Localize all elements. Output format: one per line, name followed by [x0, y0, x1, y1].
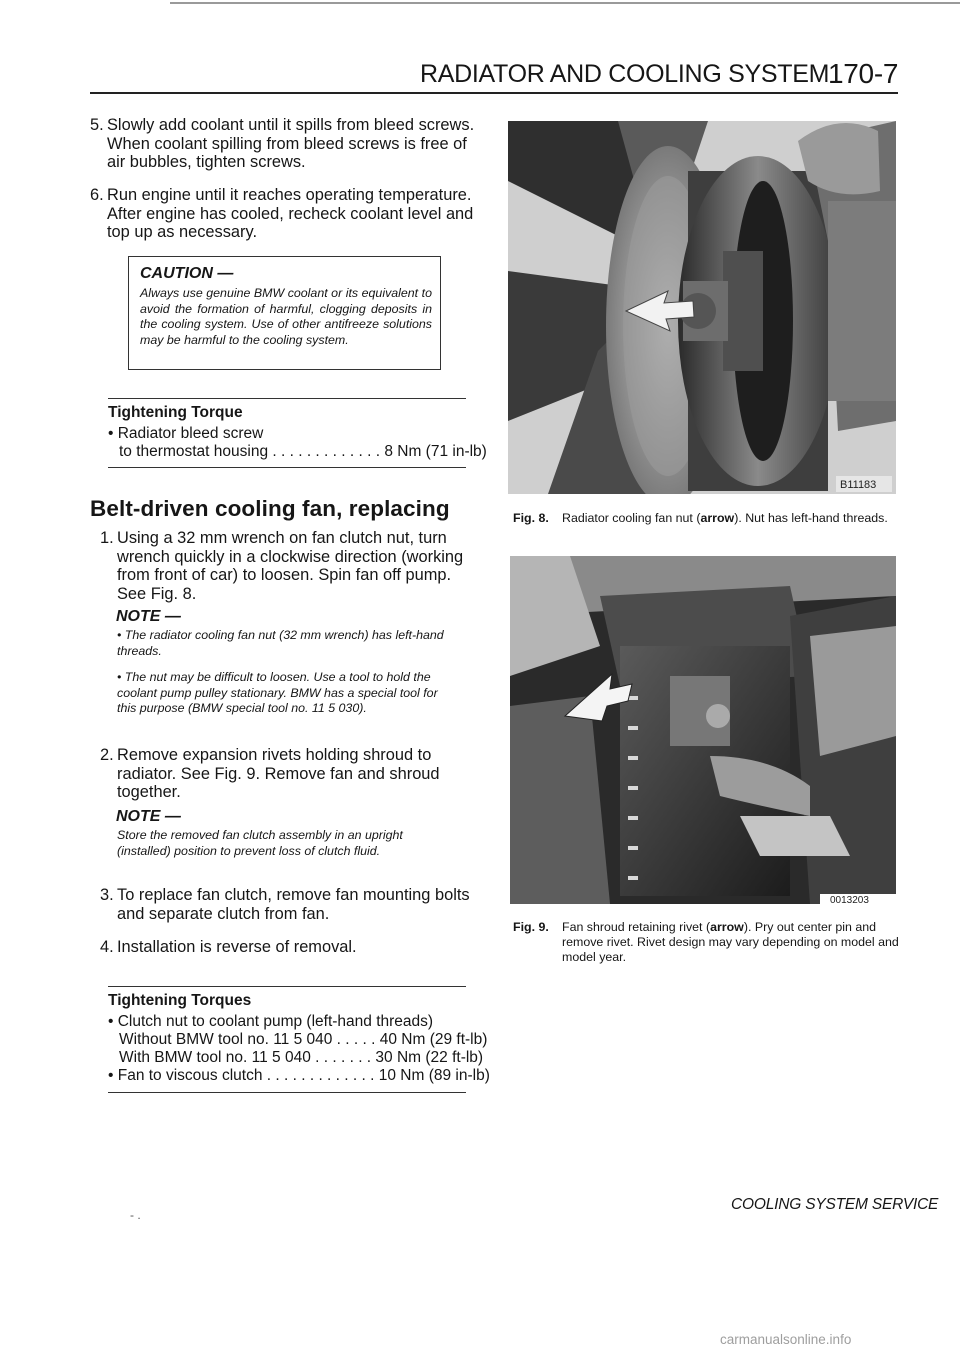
- fig8-caption: [513, 511, 903, 526]
- step-2: [100, 746, 475, 802]
- step-text: Slowly add coolant until it spills from bleed screws. When coolant spilling from bleed screws is free of air bubbles, tighten screws.: [107, 116, 475, 171]
- step-text: To replace fan clutch, remove fan mounting bolts and separate clutch from fan.: [117, 886, 470, 923]
- header-rule: [90, 92, 898, 94]
- step-number: 6.: [90, 186, 104, 204]
- note-item: • The radiator cooling fan nut (32 mm wrench) has left-hand threads.: [117, 628, 444, 658]
- footer-text: COOLING SYSTEM SERVICE: [731, 1196, 939, 1213]
- torque-line: Without BMW tool no. 11 5 040 . . . . . 40 Nm (29 ft-lb): [119, 1031, 488, 1048]
- torque-rule-top: [108, 398, 466, 399]
- watermark: carmanualsonline.info: [720, 1332, 852, 1347]
- fig8-label: Fig. 8.: [513, 511, 549, 525]
- fig9-caption-pre: Fan shroud retaining rivet (: [562, 920, 711, 934]
- fig9-code: 0013203: [830, 895, 869, 904]
- fig8-caption-pre: Radiator cooling fan nut (: [562, 511, 701, 525]
- fig9-caption-bold: arrow: [710, 920, 744, 934]
- torque-line: • Clutch nut to coolant pump (left-hand threads): [108, 1013, 434, 1030]
- note-text: Store the removed fan clutch assembly in an upright (installed) position to prevent loss of clutch fluid.: [117, 828, 403, 858]
- fig8-photo: [508, 121, 896, 494]
- torque-title: Tightening Torque: [108, 404, 243, 421]
- torque-line: • Radiator bleed screw: [108, 425, 264, 442]
- torque-rule-bottom: [108, 467, 466, 468]
- step-number: 2.: [100, 746, 114, 764]
- torque-rule-top: [108, 986, 466, 987]
- top-edge-rule: [170, 2, 960, 4]
- page-number: 170-7: [828, 58, 899, 89]
- fig9-caption: [513, 920, 903, 965]
- step-number: 4.: [100, 938, 114, 956]
- step-text: Run engine until it reaches operating temperature. After engine has cooled, recheck coolant level and top up as necessary.: [107, 186, 474, 241]
- step-number: 5.: [90, 116, 104, 134]
- step-text: Using a 32 mm wrench on fan clutch nut, turn wrench quickly in a clockwise direction (working from front of car) to loosen. Spin fan off pump. See Fig. 8.: [117, 529, 464, 603]
- caution-title: CAUTION —: [140, 265, 234, 282]
- note-title: NOTE —: [116, 808, 181, 825]
- step-5: [90, 116, 475, 172]
- fig8-code: B11183: [840, 479, 877, 491]
- fig8-caption-post: ). Nut has left-hand threads.: [734, 511, 888, 525]
- torque-rule-bottom: [108, 1092, 466, 1093]
- note-item: • The nut may be difficult to loosen. Use a tool to hold the coolant pump pulley stationary. BMW has a special tool for this purpose (BMW special tool no. 11 5 030).: [117, 670, 438, 715]
- section-title: Belt-driven cooling fan, replacing: [90, 496, 450, 521]
- step-3: [100, 886, 475, 923]
- caution-text: Always use genuine BMW coolant or its equivalent to avoid the formation of harmful, clogging deposits in the cooling system. Use of other antifreeze solutions may be harmful to the cooling system.: [140, 286, 432, 347]
- step-text: Remove expansion rivets holding shroud to radiator. See Fig. 9. Remove fan and shroud together.: [117, 746, 440, 801]
- fig8-caption-bold: arrow: [700, 511, 735, 525]
- note-title: NOTE —: [116, 608, 181, 625]
- caution-box: [128, 256, 441, 370]
- step-1: [100, 529, 475, 603]
- stray-marks: - .: [130, 1208, 141, 1222]
- step-number: 1.: [100, 529, 114, 547]
- header-title: RADIATOR AND COOLING SYSTEM: [420, 60, 830, 88]
- fig9-photo: [510, 556, 896, 904]
- page-header: [420, 60, 900, 89]
- step-text: Installation is reverse of removal.: [117, 938, 357, 956]
- torque-title: Tightening Torques: [108, 992, 252, 1009]
- step-number: 3.: [100, 886, 114, 904]
- torque-line: to thermostat housing . . . . . . . . . . . . . 8 Nm (71 in-lb): [119, 443, 487, 460]
- torque-line: With BMW tool no. 11 5 040 . . . . . . . 30 Nm (22 ft-lb): [119, 1049, 484, 1066]
- step-4: [100, 938, 475, 957]
- torque-line: • Fan to viscous clutch . . . . . . . . . . . . . 10 Nm (89 in-lb): [108, 1067, 490, 1084]
- fig9-caption-post: ). Pry out center pin and remove rivet. Rivet design may vary depending on model and model year.: [562, 920, 899, 964]
- step-6: [90, 186, 475, 242]
- fig9-label: Fig. 9.: [513, 920, 549, 934]
